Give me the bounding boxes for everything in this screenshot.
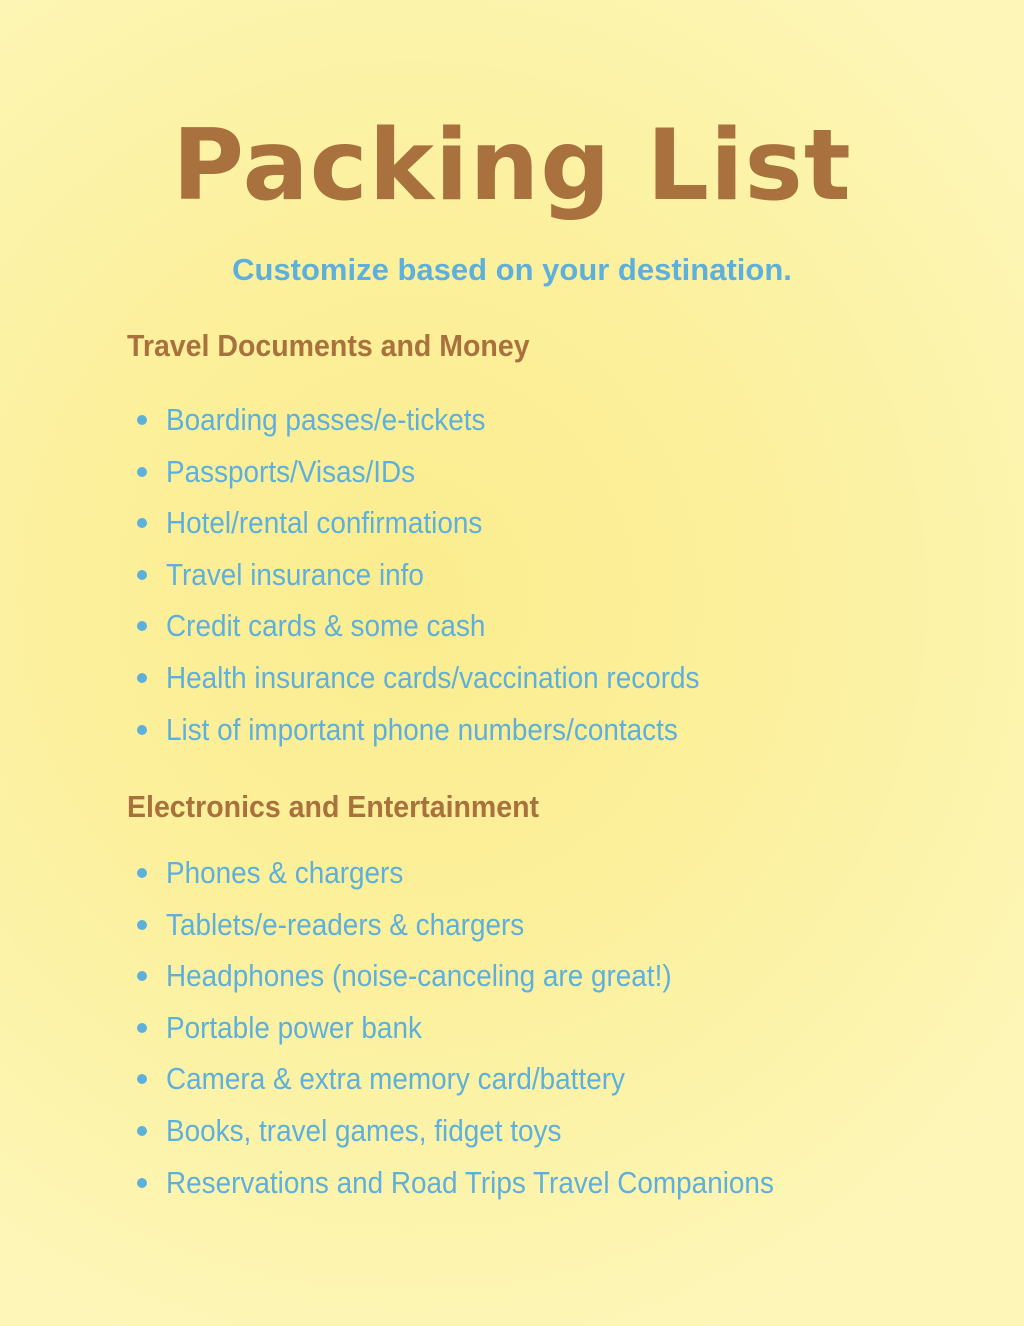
bullet-icon <box>137 673 147 683</box>
section-heading-electronics: Electronics and Entertainment <box>127 789 540 824</box>
list-item-text: Books, travel games, fidget toys <box>166 1112 562 1148</box>
list-item-text: Health insurance cards/vaccination records <box>166 659 700 695</box>
list-item-text: Boarding passes/e-tickets <box>166 402 486 437</box>
bullet-icon <box>137 570 147 580</box>
list-item-text: Phones & chargers <box>166 855 404 890</box>
list-item-text: Headphones (noise-canceling are great!) <box>166 958 672 994</box>
list-item-text: Hotel/rental confirmations <box>166 505 483 541</box>
list-item-text: Camera & extra memory card/battery <box>166 1061 625 1097</box>
list-item-text: Credit cards & some cash <box>166 608 486 644</box>
bullet-icon <box>137 621 147 631</box>
bullet-icon <box>137 1178 147 1188</box>
bullet-icon <box>137 1023 147 1033</box>
bullet-icon <box>137 971 147 981</box>
bullet-icon <box>137 1074 147 1084</box>
section-heading-travel-documents: Travel Documents and Money <box>127 328 530 363</box>
list-item-text: Travel insurance info <box>166 556 424 592</box>
bullet-icon <box>137 868 147 878</box>
bullet-icon <box>137 467 147 477</box>
bullet-icon <box>137 1126 147 1136</box>
page-subtitle: Customize based on your destination. <box>232 252 792 287</box>
list-item-text: List of important phone numbers/contacts <box>166 711 678 747</box>
page-title: Packing List <box>172 109 852 223</box>
bullet-icon <box>137 725 147 735</box>
bullet-icon <box>137 518 147 528</box>
list-item-text: Tablets/e-readers & chargers <box>166 906 525 942</box>
bullet-icon <box>137 920 147 930</box>
bullet-icon <box>137 415 147 425</box>
list-item-text: Reservations and Road Trips Travel Companions <box>166 1164 774 1200</box>
list-item-text: Portable power bank <box>166 1009 422 1045</box>
list-item-text: Passports/Visas/IDs <box>166 453 416 489</box>
